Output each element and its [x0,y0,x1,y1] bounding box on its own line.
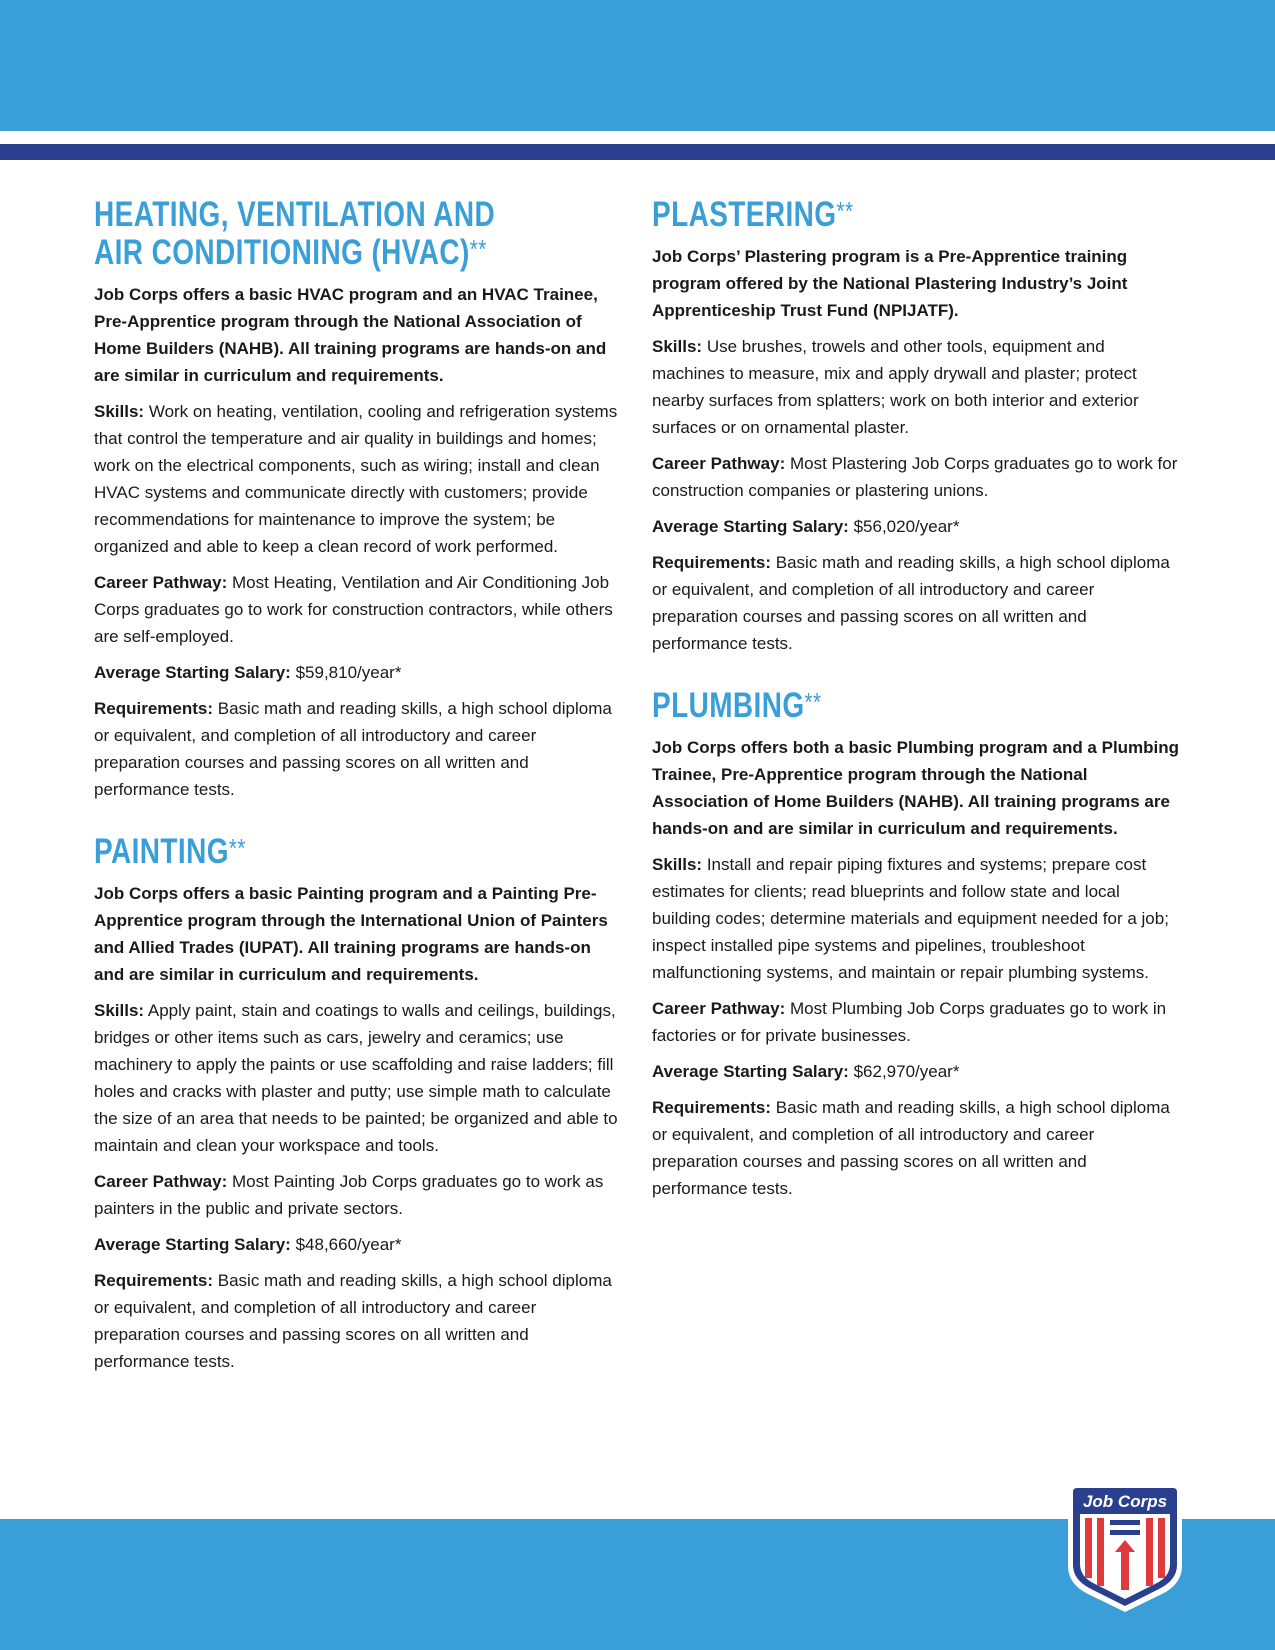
salary-paragraph: Average Starting Salary: $59,810/year* [94,663,402,682]
skills-paragraph: Skills: Apply paint, stain and coatings to walls and ceilings, buildings, bridges or other items such as cars, jewelry and ceramics; use machinery to apply the paints or use scaffolding and raise ladders; fill holes and cracks with plaster and putty; use simple math to calculate the size of an area that needs to be painted; be organized and able to maintain and clean your workspace and tools. [94,1001,618,1155]
section-title-painting: PAINTING** [94,832,246,871]
requirements-paragraph: Requirements: Basic math and reading skills, a high school diploma or equivalent, and completion of all introductory and career preparation courses and passing scores on all written and performance tests. [652,553,1170,653]
section-intro: Job Corps offers a basic Painting program and a Painting Pre-Apprentice program through the International Union of Painters and Allied Trades (IUPAT). All training programs are hands-on and are similar in curriculum and requirements. [94,884,608,984]
right-column [652,196,1182,1232]
salary-paragraph: Average Starting Salary: $62,970/year* [652,1062,960,1081]
skills-paragraph: Skills: Install and repair piping fixtures and systems; prepare cost estimates for clients; read blueprints and follow state and local building codes; determine materials and equipment needed for a job; inspect installed pipe systems and pipelines, troubleshoot malfunctioning systems, and maintain or repair plumbing systems. [652,855,1169,982]
section-painting [94,833,624,1375]
section-title-plastering: PLASTERING** [652,195,854,234]
career-pathway-paragraph: Career Pathway: Most Painting Job Corps graduates go to work as painters in the public and private sectors. [94,1172,604,1218]
career-pathway-paragraph: Career Pathway: Most Heating, Ventilation and Air Conditioning Job Corps graduates go to work for construction contractors, while others are self-employed. [94,573,613,646]
career-pathway-paragraph: Career Pathway: Most Plumbing Job Corps graduates go to work in factories or for private businesses. [652,999,1167,1045]
job-corps-logo-icon [1066,1480,1184,1614]
section-title-plumbing: PLUMBING** [652,686,822,725]
section-plastering [652,196,1182,657]
section-hvac [94,196,624,803]
logo-text: Job Corps [1082,1492,1168,1511]
requirements-paragraph: Requirements: Basic math and reading skills, a high school diploma or equivalent, and completion of all introductory and career preparation courses and passing scores on all written and performance tests. [652,1098,1170,1198]
header-rule [0,144,1275,160]
skills-paragraph: Skills: Use brushes, trowels and other tools, equipment and machines to measure, mix and apply drywall and plaster; protect nearby surfaces from splatters; work on both interior and exterior surfaces or on ornamental plaster. [652,337,1139,437]
requirements-paragraph: Requirements: Basic math and reading skills, a high school diploma or equivalent, and completion of all introductory and career preparation courses and passing scores on all written and performance tests. [94,699,612,799]
footnote-stars: ** [228,833,246,863]
salary-paragraph: Average Starting Salary: $56,020/year* [652,517,960,536]
section-plumbing [652,687,1182,1202]
header-band [0,0,1275,131]
requirements-paragraph: Requirements: Basic math and reading skills, a high school diploma or equivalent, and completion of all introductory and career preparation courses and passing scores on all written and performance tests. [94,1271,612,1371]
salary-paragraph: Average Starting Salary: $48,660/year* [94,1235,402,1254]
footnote-stars: ** [804,687,822,717]
footnote-stars: ** [469,234,487,264]
section-title-hvac: HEATING, VENTILATION AND AIR CONDITIONING (HVAC)** [94,195,496,272]
career-pathway-paragraph: Career Pathway: Most Plastering Job Corps graduates go to work for construction companies or plastering unions. [652,454,1178,500]
section-intro: Job Corps offers both a basic Plumbing program and a Plumbing Trainee, Pre-Apprentice program through the National Association of Home Builders (NAHB). All training programs are hands-on and are similar in curriculum and requirements. [652,738,1180,838]
skills-paragraph: Skills: Work on heating, ventilation, cooling and refrigeration systems that control the temperature and air quality in buildings and homes; work on the electrical components, such as wiring; install and clean HVAC systems and communicate directly with customers; provide recommendations for maintenance to improve the system; be organized and able to keep a clean record of work performed. [94,402,618,556]
section-intro: Job Corps’ Plastering program is a Pre-Apprentice training program offered by the National Plastering Industry’s Joint Apprenticeship Trust Fund (NPIJATF). [652,247,1128,320]
footnote-stars: ** [836,196,854,226]
section-intro: Job Corps offers a basic HVAC program and an HVAC Trainee, Pre-Apprentice program through the National Association of Home Builders (NAHB). All training programs are hands-on and are similar in curriculum and requirements. [94,285,607,385]
left-column [94,196,624,1405]
